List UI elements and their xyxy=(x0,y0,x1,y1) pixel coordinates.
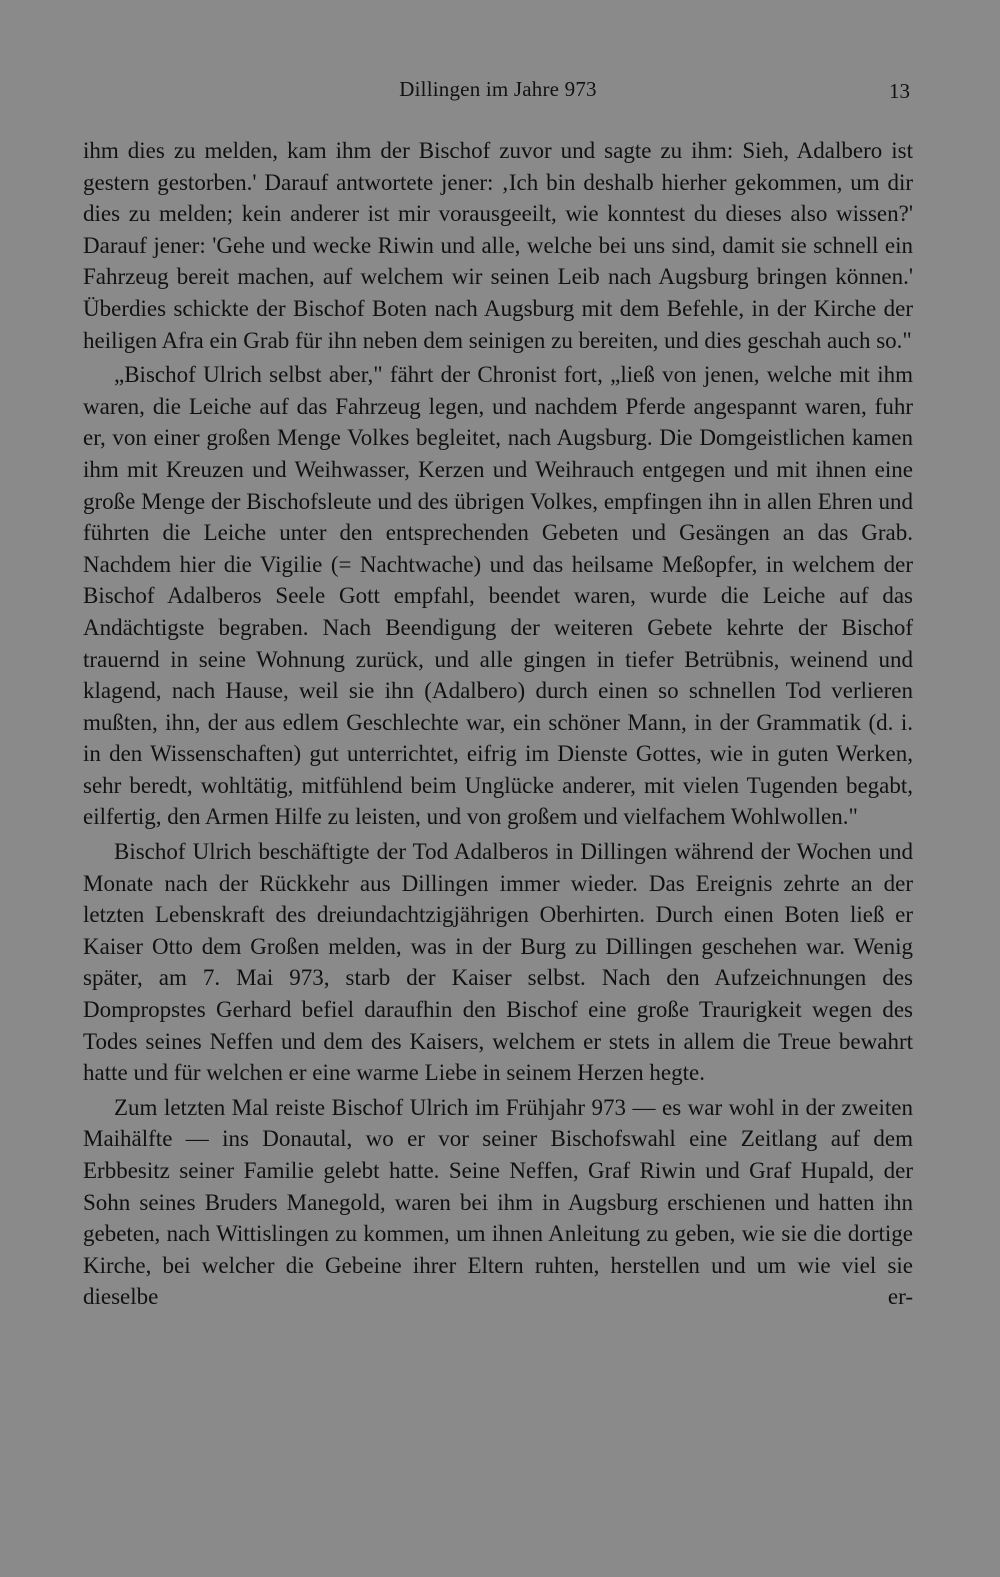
paragraph-3: Bischof Ulrich beschäftigte der Tod Adalberos in Dillingen während der Wochen und Monate nach der Rückkehr aus Dillingen immer wieder. Das Ereignis zehrte an der letzten Lebenskraft des dreiundachtzigjährigen Oberhirten. Durch einen Boten ließ er Kaiser Otto dem Großen melden, was in der Burg zu Dillingen geschehen war. Wenig später, am 7. Mai 973, starb der Kaiser selbst. Nach den Aufzeichnungen des Dompropstes Gerhard befiel daraufhin den Bischof eine große Traurigkeit wegen des Todes seines Neffen und dem des Kaisers, welchem er stets in allem die Treue bewahrt hatte und für welchen er eine warme Liebe in seinem Herzen hegte. xyxy=(83,839,913,1086)
paragraph-1: ihm dies zu melden, kam ihm der Bischof zuvor und sagte zu ihm: Sieh, Adalbero ist gestern gestorben.' Darauf antwortete jener: ‚Ich bin deshalb hierher gekommen, um dir dies zu melden; kein anderer ist mir vorausgeeilt, wie konntest du dieses also wissen?' Darauf jener: 'Gehe und wecke Riwin und alle, welche bei uns sind, damit sie schnell ein Fahrzeug bereit machen, auf welchem wir seinen Leib nach Augsburg bringen können.' Überdies schickte der Bischof Boten nach Augsburg mit dem Befehle, in der Kirche der heiligen Afra ein Grab für ihn neben dem seinigen zu bereiten, und dies geschah auch so." xyxy=(83,138,913,353)
page-number: 13 xyxy=(889,79,910,103)
running-title: Dillingen im Jahre 973 xyxy=(399,77,597,101)
body-text xyxy=(83,135,913,1313)
paragraph-4: Zum letzten Mal reiste Bischof Ulrich im Frühjahr 973 — es war wohl in der zweiten Maihälfte — ins Donautal, wo er vor seiner Bischofswahl eine Zeitlang auf dem Erbbesitz seiner Familie gelebt hatte. Seine Neffen, Graf Riwin und Graf Hupald, der Sohn seines Bruders Manegold, waren bei ihm in Augsburg erschienen und hatten ihn gebeten, nach Wittislingen zu kommen, um ihnen Anleitung zu geben, wie sie die dortige Kirche, bei welcher die Gebeine ihrer Eltern ruhten, herstellen und um wie viel sie dieselbe er- xyxy=(83,1094,913,1310)
paragraph-2: „Bischof Ulrich selbst aber," fährt der Chronist fort, „ließ von jenen, welche mit ihm waren, die Leiche auf das Fahrzeug legen, und nachdem Pferde angespannt waren, fuhr er, von einer großen Menge Volkes begleitet, nach Augsburg. Die Domgeistlichen kamen ihm mit Kreuzen und Weihwasser, Kerzen und Weihrauch entgegen und mit ihnen eine große Menge der Bischofsleute und des übrigen Volkes, empfingen ihn in allen Ehren und führten die Leiche unter den entsprechenden Gebeten und Gesängen an das Grab. Nachdem hier die Vigilie (= Nachtwache) und das heilsame Meßopfer, in welchem der Bischof Adalberos Seele Gott empfahl, beendet waren, wurde die Leiche auf das Andächtigste begraben. Nach Beendigung der weiteren Gebete kehrte der Bischof trauernd in seine Wohnung zurück, und alle gingen in tiefer Betrübnis, weinend und klagend, nach Hause, weil sie ihn (Adalbero) durch einen so schnellen Tod verlieren mußten, ihn, der aus edlem Geschlechte war, ein schöner Mann, in der Grammatik (d. i. in den Wissenschaften) gut unterrichtet, eifrig im Dienste Gottes, wie in guten Werken, sehr beredt, wohltätig, mitfühlend beim Unglücke anderer, mit vielen Tugenden begabt, eilfertig, den Armen Hilfe zu leisten, und von großem und vielfachem Wohlwollen." xyxy=(83,362,913,830)
running-header xyxy=(83,77,913,117)
